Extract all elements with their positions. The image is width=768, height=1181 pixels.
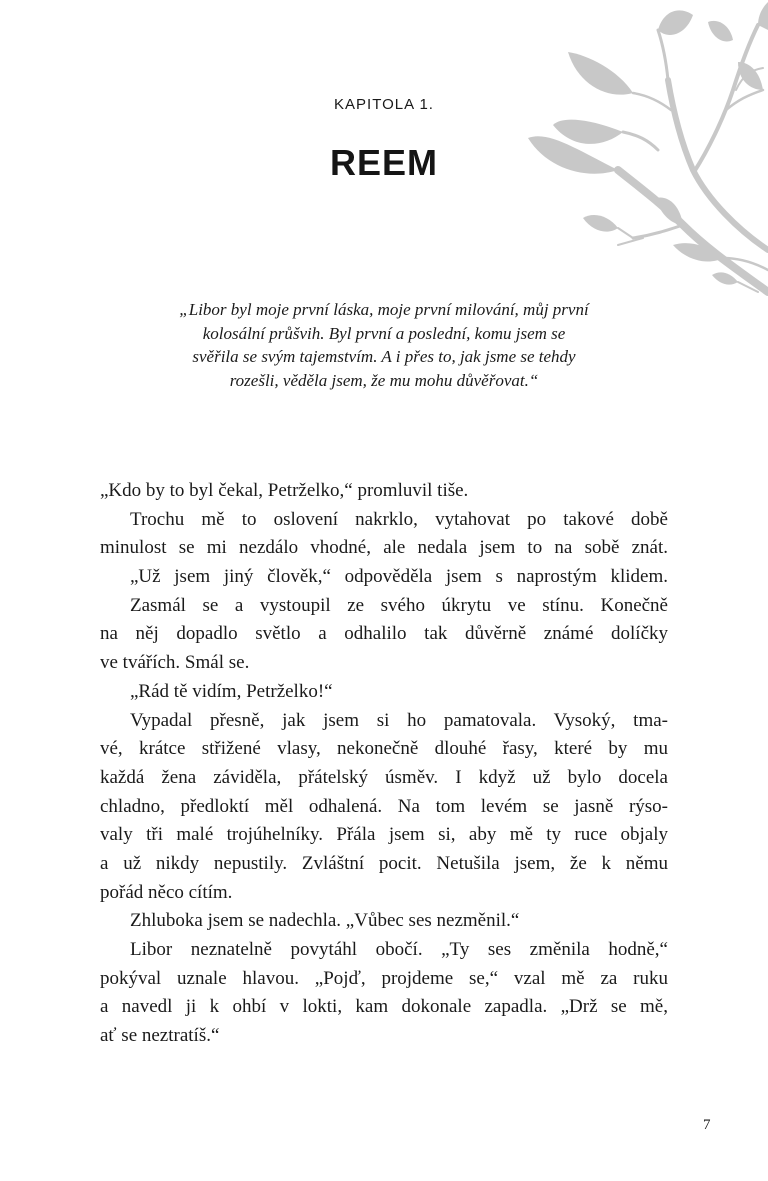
body-line: „Rád tě vidím, Petrželko!“ <box>130 680 333 702</box>
body-line: Zhluboka jsem se nadechla. „Vůbec ses nezměnil.“ <box>130 910 520 932</box>
epigraph-line: rozešli, věděla jsem, že mu mohu důvěřovat.“ <box>229 370 539 390</box>
body-line: Zasmál se a vystoupil ze svého úkrytu ve stínu. Konečně <box>130 594 668 616</box>
body-line: Trochu mě to oslovení nakrklo, vytahovat po takové době <box>130 508 668 530</box>
body-line: „Kdo by to byl čekal, Petrželko,“ promluvil tiše. <box>100 480 469 501</box>
body-line: Vypadal přesně, jak jsem si ho pamatovala. Vysoký, tma- <box>130 709 668 731</box>
body-line: a už nikdy nepustily. Zvláštní pocit. Netušila jsem, že k němu <box>100 852 668 874</box>
body-line: ať se neztratíš.“ <box>100 1025 220 1047</box>
chapter-title: REEM <box>329 142 438 183</box>
epigraph-line: kolosální průšvih. Byl první a poslední, komu jsem se <box>202 323 566 343</box>
body-line: každá žena záviděla, přátelský úsměv. I když už bylo docela <box>100 766 668 788</box>
body-line: minulost se mi nezdálo vhodné, ale nedala jsem to na sobě znát. <box>100 537 668 559</box>
body-line: pokýval uznale hlavou. „Pojď, projdeme se,“ vzal mě za ruku <box>100 967 668 989</box>
epigraph <box>140 298 628 392</box>
body-text <box>100 477 668 1051</box>
body-line: Libor neznatelně povytáhl obočí. „Ty ses změnila hodně,“ <box>130 939 668 960</box>
epigraph-line: svěřila se svým tajemstvím. A i přes to, jak jsme se tehdy <box>192 347 576 366</box>
body-line: vé, krátce střižené vlasy, nekonečně dlouhé řasy, které by mu <box>100 738 668 760</box>
body-line: „Už jsem jiný člověk,“ odpověděla jsem s naprostým klidem. <box>130 566 668 588</box>
body-line: pořád něco cítím. <box>100 881 233 903</box>
page-number: 7 <box>703 1117 711 1133</box>
body-line: ve tvářích. Smál se. <box>100 652 250 674</box>
body-line: valy tři malé trojúhelníky. Přála jsem si, aby mě ty ruce objaly <box>100 824 668 846</box>
chapter-label: KAPITOLA 1. <box>334 96 434 113</box>
body-line: chladno, předloktí měl odhalená. Na tom levém se jasně rýso- <box>100 795 668 817</box>
epigraph-line: „Libor byl moje první láska, moje první milování, můj první <box>179 300 589 319</box>
body-line: na něj dopadlo světlo a odhalilo tak důvěrně známé dolíčky <box>100 623 668 645</box>
body-line: a navedl ji k ohbí v lokti, kam dokonale zapadla. „Drž se mě, <box>100 996 668 1018</box>
